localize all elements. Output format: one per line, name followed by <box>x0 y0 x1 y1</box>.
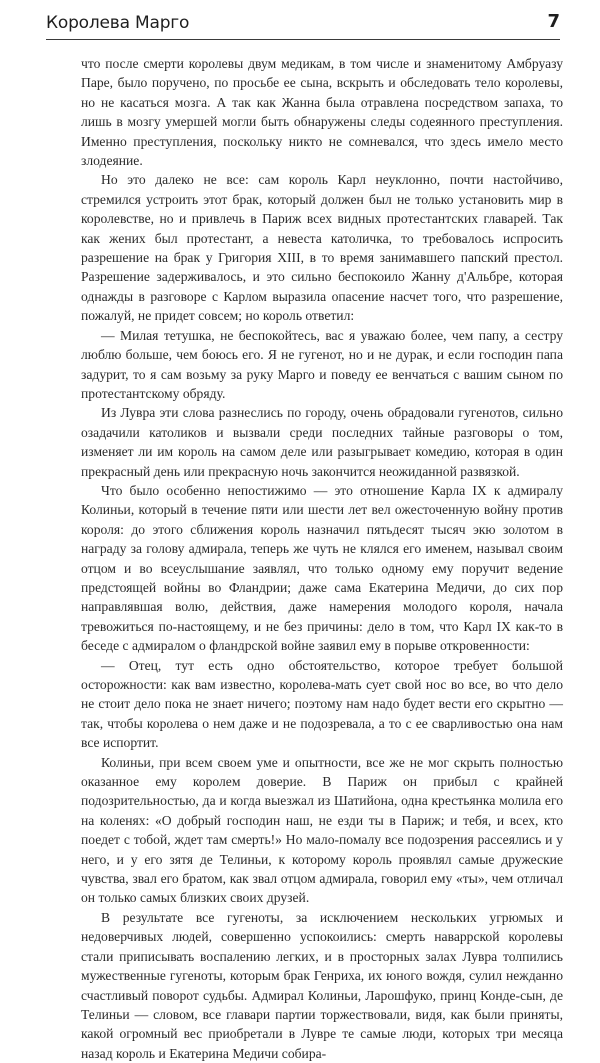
paragraph: Но это далеко не все: сам король Карл неуклонно, почти настойчиво, стремился устроить этот брак, который должен был не только установить мир в королевстве, но и привлечь в Париж всех видных протестантских главарей. Так как жених был протестант, а невеста католичка, то требовалось испросить разрешение на брак у Григория XIII, в то время занимавшего папский престол. Разрешение задерживалось, и это сильно беспокоило Жанну д'Альбре, которая однажды в разговоре с Карлом выразила опасение насчет того, что разрешение, пожалуй, не придет совсем; но король ответил: <box>81 172 563 324</box>
paragraph: В результате все гугеноты, за исключением нескольких угрюмых и недоверчивых людей, совершенно успокоились: смерть наваррской королевы стали приписывать воспалению легких, и в просторных залах Лувра толпились мужественные гугеноты, которым брак Генриха, их юного вождя, сулил нежданно счастливый поворот судьбы. Адмирал Колиньи, Ларошфуко, принц Конде-сын, де Телиньи — словом, все главари партии торжествовали, видя, как были приняты, какой огромный вес приобретали в Лувре те самые люди, которых три месяца назад король и Екатерина Медичи собира- <box>81 909 563 1061</box>
page-body <box>81 54 563 1063</box>
running-header <box>46 10 560 38</box>
paragraph: — Отец, тут есть одно обстоятельство, которое требует большой осторожности: как вам известно, королева-мать сует свой нос во все, во что дело не стоит дело пока не знает ничего; поэтому нам надо будет вести его скрытно — так, чтобы королева о нем даже и не подозревала, а то с ее сварливостью она нам все испортит. <box>81 657 563 751</box>
paragraph: Колиньи, при всем своем уме и опытности, все же не мог скрыть полностью оказанное ему королем доверие. В Париж он прибыл с крайней подозрительностью, да и когда выезжал из Шатийона, одна крестьянка молила его на коленях: «О добрый господин наш, не езди ты в Париж; и тебя, и всех, кто поедет с тобой, ждет там смерть!» Но мало-помалу все подозрения рассеялись и у него, и у его зятя де Телиньи, к которому король проявлял самые дружеские чувства, звал его братом, как звал отцом адмирала, говорил ему «ты», чем отличал он только самых близких своих друзей. <box>81 754 563 906</box>
paragraph: Из Лувра эти слова разнеслись по городу, очень обрадовали гугенотов, сильно озадачили католиков и вызвали среди последних тайные разговоры о том, изменяет ли им король на самом деле или разыгрывает комедию, которая в один прекрасный день или прекрасную ночь закончится неожиданной развязкой. <box>81 405 563 479</box>
page-number: 7 <box>547 11 560 32</box>
book-title: Королева Марго <box>46 13 190 33</box>
paragraph: что после смерти королевы двум медикам, в том числе и знаменитому Амбруазу Паре, было поручено, по просьбе ее сына, вскрыть и обследовать тело королевы, но не касаться мозга. А так как Жанна была отравлена посредством запаха, то лишь в мозгу умершей могли быть обнаружены следы содеянного преступления. Именно преступления, поскольку никто не сомневался, что здесь имело место злодеяние. <box>81 56 563 169</box>
paragraph: Что было особенно непостижимо — это отношение Карла IX к адмиралу Колиньи, который в течение пяти или шести лет вел ожесточенную войну против короля: до этого сближения король назначил пятьдесят тысяч экю золотом в награду за голову адмирала, теперь же чуть не клялся его именем, называл своим отцом и во всеуслышание заявлял, что только одному ему поручит ведение предстоящей войны во Фландрии; даже сама Екатерина Медичи, до сих пор направлявшая волю, действия, даже намерения молодого короля, начала тревожиться по-настоящему, и не без причины: дело в том, что Карл IX как-то в беседе с адмиралом о фландрской войне заявил ему в порыве откровенности: <box>81 482 563 654</box>
paragraph: — Милая тетушка, не беспокойтесь, вас я уважаю более, чем папу, а сестру люблю больше, чем боюсь его. Я не гугенот, но и не дурак, и если господин папа задурит, то я сам возьму за руку Марго и поведу ее венчаться с вашим сыном по протестантскому обряду. <box>81 327 563 401</box>
header-rule <box>46 39 560 40</box>
